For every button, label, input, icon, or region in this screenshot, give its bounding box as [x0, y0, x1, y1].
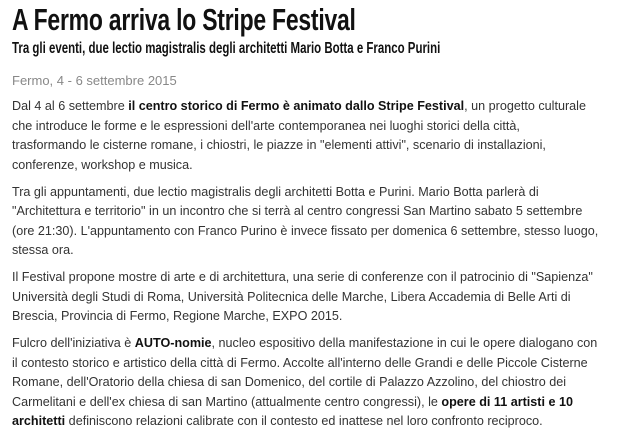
article-subtitle: Tra gli eventi, due lectio magistralis degli architetti Mario Botta e Franco Purini	[12, 40, 441, 57]
paragraph-line	[12, 202, 637, 222]
bold-text: AUTO-nomie	[134, 336, 212, 350]
text: Il Festival propone mostre di arte e di architettura, una serie di conferenze con il patrocinio di "Sapienza"	[12, 270, 593, 284]
paragraph-line	[12, 183, 637, 203]
paragraph-line	[12, 393, 637, 413]
text: stessa ora.	[12, 243, 74, 257]
article-paragraph	[12, 334, 637, 432]
text: Brescia, Provincia di Fermo, Regione Marche, EXPO 2015.	[12, 309, 343, 323]
text: , un progetto culturale	[464, 99, 586, 113]
paragraph-line	[12, 288, 637, 308]
bold-text: il centro storico di Fermo è animato dallo Stripe Festival	[128, 99, 465, 113]
text: , nucleo espositivo della manifestazione in cui le opere dialogano con	[211, 336, 598, 350]
paragraph-line	[12, 156, 637, 176]
article-body	[12, 97, 637, 439]
paragraph-line	[12, 354, 637, 374]
text: Università degli Studi di Roma, Università Politecnica delle Marche, Libera Accademia di Belle Arti di	[12, 289, 571, 304]
paragraph-line	[12, 307, 637, 327]
text: Fulcro dell'iniziativa è	[12, 336, 135, 350]
text: (ore 21:30). L'appuntamento con Franco Purino è invece fissato per domenica 6 settembre, stesso luogo,	[12, 223, 599, 238]
article-dateline: Fermo, 4 - 6 settembre 2015	[12, 73, 177, 88]
article-paragraph	[12, 97, 637, 175]
text: Romane, dell'Oratorio della chiesa di san Domenico, del cortile di Palazzo Azzolino, del chiostro dei	[12, 375, 567, 389]
article-title: A Fermo arriva lo Stripe Festival	[12, 2, 356, 37]
article-paragraph	[12, 268, 637, 327]
bold-text: opere di 11 artisti e 10	[441, 394, 574, 409]
text: Dal 4 al 6 settembre	[12, 99, 129, 113]
text: definiscono relazioni calibrate con il contesto ed inattese nel loro confronto reciproco.	[65, 414, 543, 428]
paragraph-line	[12, 334, 637, 354]
text: che introduce le forme e le espressioni dell'arte contemporanea nei luoghi storici della città,	[12, 118, 520, 133]
text: Tra gli appuntamenti, due lectio magistralis degli architetti Botta e Purini. Mario Botta parlerà di	[12, 184, 539, 199]
paragraph-line	[12, 222, 637, 242]
paragraph-line	[12, 412, 637, 432]
paragraph-line	[12, 241, 637, 261]
paragraph-line	[12, 117, 637, 137]
bold-text: architetti	[12, 414, 66, 428]
text: "Architettura e territorio" in un incontro che si terrà al centro congressi San Martino sabato 5 settembre	[12, 204, 583, 218]
text: Carmelitani e dell'ex chiesa di san Martino (attualmente centro congressi), le	[12, 394, 442, 409]
paragraph-line	[12, 373, 637, 393]
paragraph-line	[12, 97, 637, 117]
paragraph-line	[12, 268, 637, 288]
article-paragraph	[12, 183, 637, 261]
text: il contesto storico e artistico della città di Fermo. Accolte all'interno delle Grandi e delle Piccole Cisterne	[12, 355, 588, 370]
paragraph-line	[12, 136, 637, 156]
text: conferenze, workshop e musica.	[12, 157, 193, 172]
text: trasformando le cisterne romane, i chiostri, le piazze in "elementi attivi", scenario di installazioni,	[12, 138, 546, 152]
